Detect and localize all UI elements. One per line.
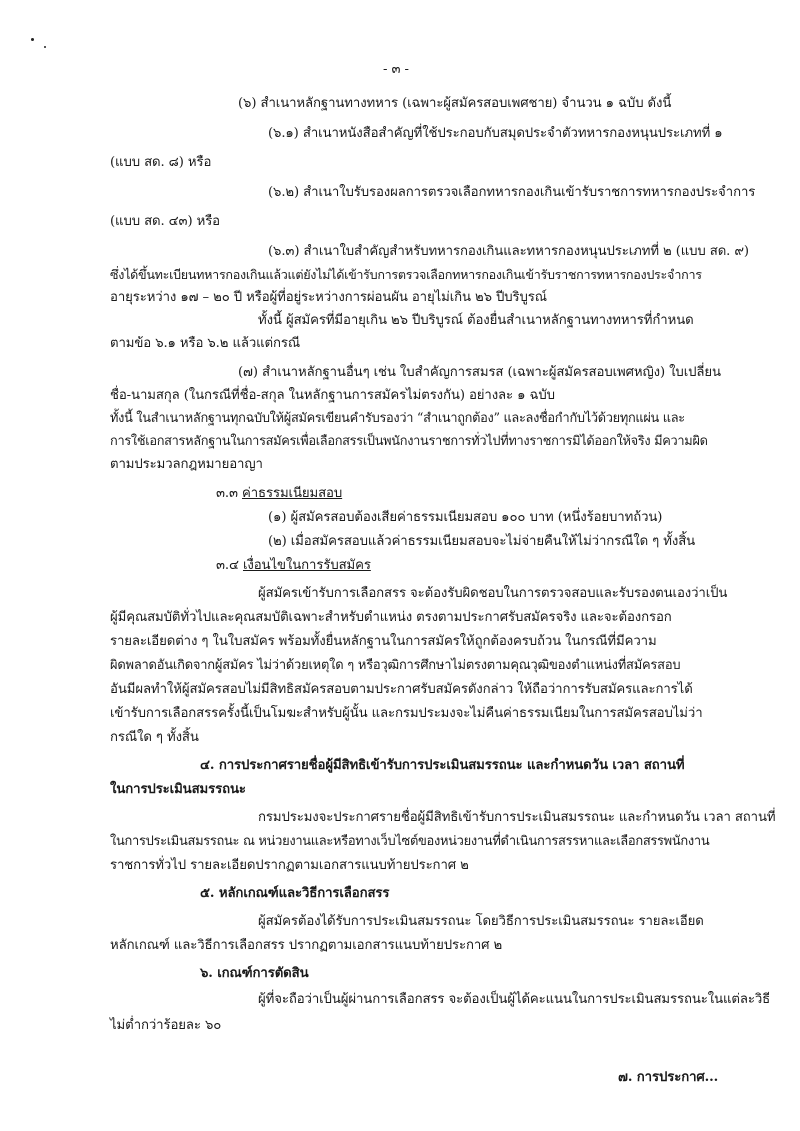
section-4-line2: ในการประเมินสมรรถนะ ณ หน่วยงานและหรือทางเว็บไซต์ของหน่วยงานที่ดำเนินการสรรหาและเลือกสรรพนักงาน (110, 834, 710, 849)
section-3-3-heading (216, 484, 342, 504)
conditions-line5: อันมีผลทำให้ผู้สมัครสอบไม่มีสิทธิสมัครสอบตามประกาศรับสมัครดังกล่าว ให้ถือว่าการรับสมัครและการได้ (110, 682, 693, 697)
conditions-line6: เข้ารับการเลือกสรรครั้งนี้เป็นโมฆะสำหรับผู้นั้น และกรมประมงจะไม่คืนค่าธรรมเนียมในการสมัครสอบไม่ว่า (110, 706, 703, 721)
section-6-title: ๖. เกณฑ์การตัดสิน (200, 966, 309, 981)
continuation-marker: ๗. การประกาศ... (618, 1070, 719, 1085)
section-5-line1: ผู้สมัครต้องได้รับการประเมินสมรรถนะ โดยวิธีการประเมินสมรรถนะ รายละเอียด (258, 914, 704, 929)
conditions-line4: ผิดพลาดอันเกิดจากผู้สมัคร ไม่ว่าด้วยเหตุใด ๆ หรือวุฒิการศึกษาไม่ตรงตามคุณวุฒิของตำแหน่งที่สมัครสอบ (110, 658, 681, 673)
item6-1-line2: (แบบ สด. ๘) หรือ (110, 155, 212, 170)
scan-speck (31, 38, 34, 41)
section-3-3-title: ค่าธรรมเนียมสอบ (242, 486, 343, 501)
conditions-line2: ผู้มีคุณสมบัติทั่วไปและคุณสมบัติเฉพาะสำหรับตำแหน่ง ตรงตามประกาศรับสมัครจริง และจะต้องกรอก (110, 610, 672, 625)
item7-line1: (๗) สำเนาหลักฐานอื่นๆ เช่น ใบสำคัญการสมรส (เฉพาะผู้สมัครสอบเพศหญิง) ใบเปลี่ยน (238, 365, 721, 380)
scan-speck (44, 46, 46, 48)
section-3-4-number: ๓.๔ (216, 558, 239, 573)
item6-3-line3: อายุระหว่าง ๑๗ – ๒๐ ปี หรือผู้ที่อยู่ระหว่างการผ่อนผัน อายุไม่เกิน ๒๖ ปีบริบูรณ์ (110, 290, 547, 305)
conditions-line7: กรณีใด ๆ ทั้งสิ้น (110, 730, 199, 745)
item6-3-line1: (๖.๓) สำเนาใบสำคัญสำหรับทหารกองเกินและทหารกองหนุนประเภทที่ ๒ (แบบ สด. ๙) (268, 244, 749, 259)
item6-2-line2: (แบบ สด. ๔๓) หรือ (110, 214, 221, 229)
section-4-line3: ราชการทั่วไป รายละเอียดปรากฏตามเอกสารแนบท้ายประกาศ ๒ (110, 858, 469, 873)
conditions-line3: รายละเอียดต่าง ๆ ในใบสมัคร พร้อมทั้งยื่นหลักฐานในการสมัครให้ถูกต้องครบถ้วน ในกรณีที่มีความ (110, 634, 657, 649)
conditions-line1: ผู้สมัครเข้ารับการเลือกสรร จะต้องรับผิดชอบในการตรวจสอบและรับรองตนเองว่าเป็น (258, 586, 728, 601)
section-3-3-number: ๓.๓ (216, 486, 238, 501)
item6-note-line2: ตามข้อ ๖.๑ หรือ ๖.๒ แล้วแต่กรณี (110, 336, 301, 351)
item6-2-line1: (๖.๒) สำเนาใบรับรองผลการตรวจเลือกทหารกองเกินเข้ารับราชการทหารกองประจำการ (268, 185, 756, 200)
page-number: - ๓ - (383, 62, 409, 77)
section-3-4-title: เงื่อนไขในการรับสมัคร (242, 558, 371, 573)
section-3-4-heading (216, 556, 371, 576)
section-4-title-line2: ในการประเมินสมรรถนะ (110, 782, 246, 797)
section-6-line1: ผู้ที่จะถือว่าเป็นผู้ผ่านการเลือกสรร จะต้องเป็นผู้ได้คะแนนในการประเมินสมรรถนะในแต่ละวิธี (258, 992, 771, 1007)
item7-line2: ชื่อ-นามสกุล (ในกรณีที่ชื่อ-สกุล ในหลักฐานการสมัครไม่ตรงกัน) อย่างละ ๑ ฉบับ (110, 388, 555, 403)
section-4-line1: กรมประมงจะประกาศรายชื่อผู้มีสิทธิเข้ารับการประเมินสมรรถนะ และกำหนดวัน เวลา สถานที่ (258, 810, 776, 825)
section-4-title-line1: ๔. การประกาศรายชื่อผู้มีสิทธิเข้ารับการประเมินสมรรถนะ และกำหนดวัน เวลา สถานที่ (200, 758, 685, 773)
section-5-line2: หลักเกณฑ์ และวิธีการเลือกสรร ปรากฏตามเอกสารแนบท้ายประกาศ ๒ (110, 938, 503, 953)
item6-1-line1: (๖.๑) สำเนาหนังสือสำคัญที่ใช้ประกอบกับสมุดประจำตัวทหารกองหนุนประเภทที่ ๑ (268, 126, 723, 141)
fee-item-2: (๒) เมื่อสมัครสอบแล้วค่าธรรมเนียมสอบจะไม่จ่ายคืนให้ไม่ว่ากรณีใด ๆ ทั้งสิ้น (268, 534, 696, 549)
section-5-title: ๕. หลักเกณฑ์และวิธีการเลือกสรร (200, 886, 390, 901)
item6-title: (๖) สำเนาหลักฐานทางทหาร (เฉพาะผู้สมัครสอบเพศชาย) จำนวน ๑ ฉบับ ดังนี้ (238, 96, 672, 111)
item6-note-line1: ทั้งนี้ ผู้สมัครที่มีอายุเกิน ๒๖ ปีบริบูรณ์ ต้องยื่นสำเนาหลักฐานทางทหารที่กำหนด (258, 313, 694, 328)
certify-line2: การใช้เอกสารหลักฐานในการสมัครเพื่อเลือกสรรเป็นพนักงานราชการทั่วไปที่ทางราชการมิได้ออกให้จริง มีความผิด (110, 434, 708, 449)
certify-line3: ตามประมวลกฎหมายอาญา (110, 457, 263, 472)
certify-line1: ทั้งนี้ ในสำเนาหลักฐานทุกฉบับให้ผู้สมัครเขียนคำรับรองว่า “สำเนาถูกต้อง” และลงชื่อกำกับไว้ด้วยทุกแผ่น และ (110, 411, 685, 426)
item6-3-line2: ซึ่งได้ขึ้นทะเบียนทหารกองเกินแล้วแต่ยังไม่ได้เข้ารับการตรวจเลือกทหารกองเกินเข้ารับราชการทหารกองประจำการ (110, 267, 702, 282)
section-6-line2: ไม่ต่ำกว่าร้อยละ ๖๐ (110, 1018, 222, 1033)
fee-item-1: (๑) ผู้สมัครสอบต้องเสียค่าธรรมเนียมสอบ ๑๐๐ บาท (หนึ่งร้อยบาทถ้วน) (268, 510, 663, 525)
